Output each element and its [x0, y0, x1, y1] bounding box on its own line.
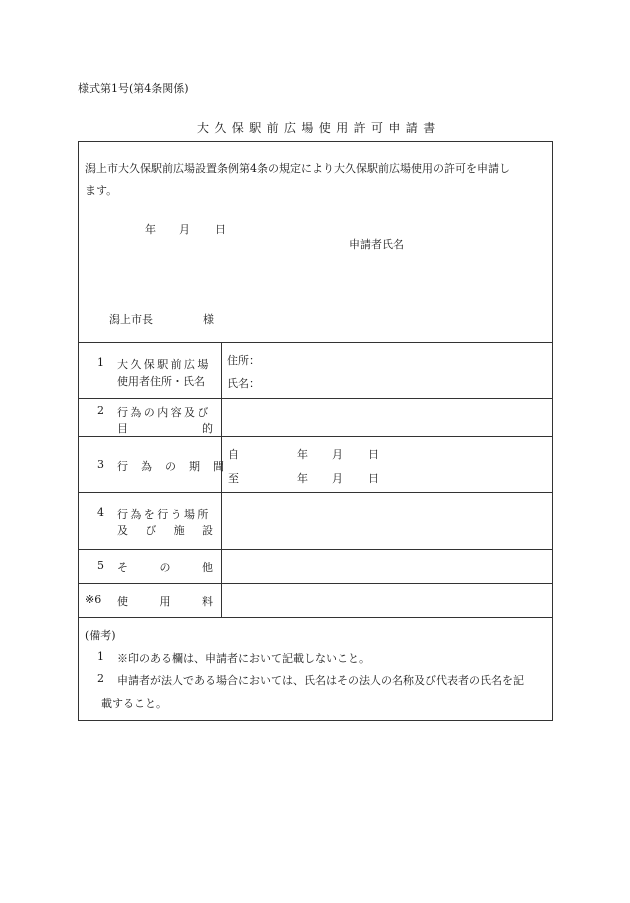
row-divider [79, 617, 552, 618]
row-divider [79, 492, 552, 493]
note-2-text-line-2: 載すること。 [101, 697, 167, 710]
row-5-number: 5 [97, 559, 104, 572]
date-month-label: 月 [179, 223, 190, 236]
addressee-honorific: 様 [203, 313, 214, 326]
note-2-text-line-1: 申請者が法人である場合においては、氏名はその法人の名称及び代表者の氏名を記 [117, 674, 524, 687]
row-6-label-char: 使 [117, 595, 128, 608]
row-4-label-char: 施 [173, 524, 185, 537]
period-to-year: 年 [297, 472, 308, 485]
statement-line-1: 潟上市大久保駅前広場設置条例第4条の規定により大久保駅前広場使用の許可を申請し [85, 162, 510, 175]
period-to-day: 日 [368, 472, 379, 485]
addressee-name: 潟上市長 [109, 313, 153, 326]
row-divider [79, 583, 552, 584]
form-number-label: 様式第1号(第4条関係) [78, 82, 189, 95]
row-5-label-char: 他 [202, 561, 213, 574]
row-6-number: ※6 [85, 593, 102, 606]
row-1-label-line-2: 使用者住所・氏名 [117, 375, 205, 388]
notes-heading: (備考) [85, 629, 116, 642]
row-2-label-line-2 [117, 420, 213, 436]
row-divider [79, 436, 552, 437]
note-2-number: 2 [97, 672, 104, 685]
application-form-frame [78, 141, 553, 721]
row-2-number: 2 [97, 404, 104, 417]
row-4-label-char: 及 [117, 524, 128, 537]
row-2-label-line-1: 行為の内容及び [117, 406, 211, 419]
date-day-label: 日 [215, 223, 226, 236]
row-6-label [117, 593, 213, 609]
note-1-text: ※印のある欄は、申請者において記載しないこと。 [117, 652, 370, 665]
row-4-label-line-2 [117, 522, 213, 538]
period-from-year: 年 [297, 448, 308, 461]
row-6-label-char: 料 [202, 595, 213, 608]
applicant-name-label: 申請者氏名 [349, 238, 404, 251]
row-1-number: 1 [97, 356, 104, 369]
period-to-label: 至 [228, 472, 239, 485]
period-to-month: 月 [332, 472, 343, 485]
row-3-number: 3 [97, 458, 104, 471]
row-divider [79, 549, 552, 550]
row-4-label-char: び [145, 524, 157, 537]
row-6-label-char: 用 [159, 595, 171, 608]
row-4-label-line-1: 行為を行う場所 [117, 508, 211, 521]
applicant-name-field: 氏名： [227, 377, 260, 390]
row-divider [79, 398, 552, 399]
note-1-number: 1 [97, 650, 104, 663]
row-divider [79, 342, 552, 343]
row-5-label-char: そ [117, 561, 128, 574]
row-5-label [117, 559, 213, 575]
column-divider [221, 342, 222, 617]
date-year-label: 年 [145, 223, 156, 236]
row-4-label-char: 設 [201, 524, 213, 537]
row-4-number: 4 [97, 506, 104, 519]
row-2-label-char-2: 的 [202, 422, 213, 435]
period-from-month: 月 [332, 448, 343, 461]
row-3-label: 行為の期間 [117, 460, 237, 473]
row-1-label-line-1: 大久保駅前広場 [117, 358, 211, 371]
applicant-address-field: 住所： [227, 354, 260, 367]
period-from-label: 自 [228, 448, 239, 461]
document-title: 大久保駅前広場使用許可申請書 [197, 121, 441, 135]
statement-line-2: ます。 [85, 184, 118, 197]
row-5-label-char: の [159, 561, 171, 574]
row-2-label-char-1: 目 [117, 422, 128, 435]
period-from-day: 日 [368, 448, 379, 461]
